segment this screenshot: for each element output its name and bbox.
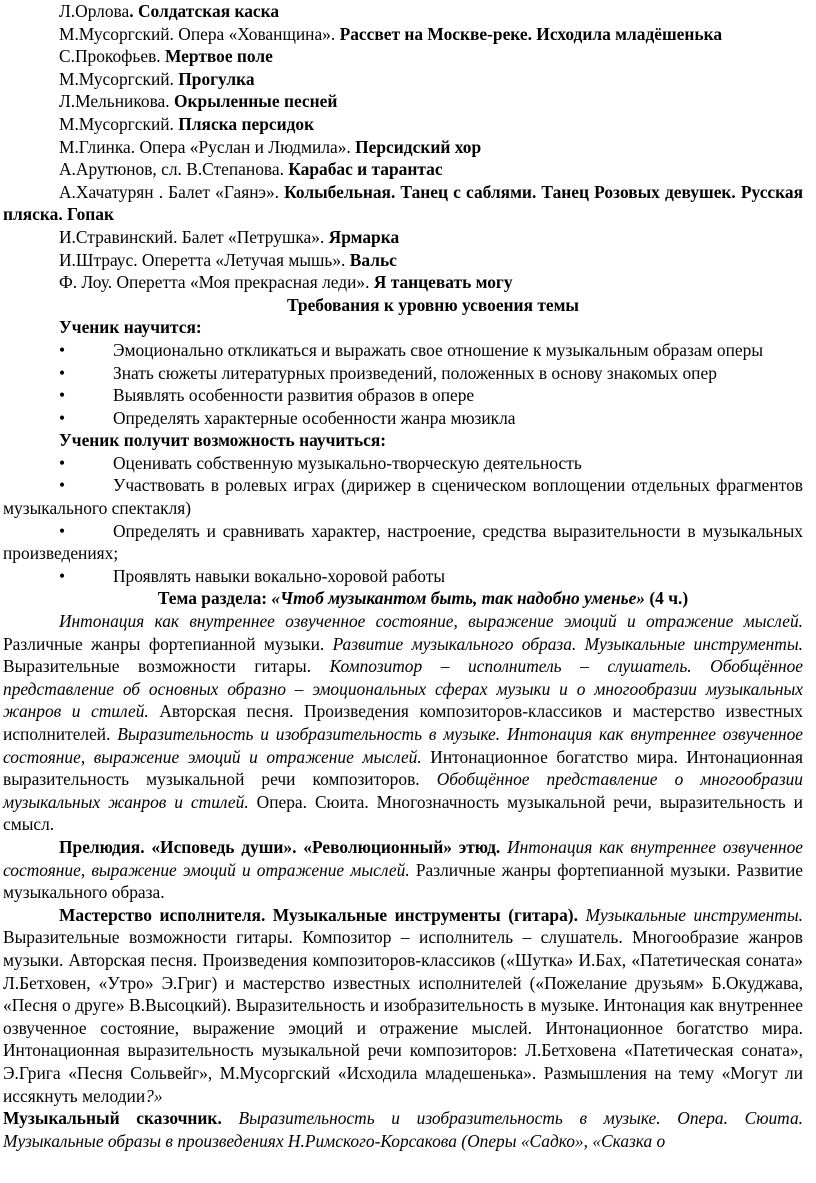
work-author: Ф. Лоу. Оперетта «Моя прекрасная леди». [59,272,374,293]
text-run: Композитор – исполнитель – слушатель. Обобщённое представление об основных образно – эмоциональных сферах музыки и о многообразии музыкальных жанров и стилей. [3,656,803,722]
text-run: Выразительные возможности гитары. Композитор – исполнитель – слушатель. Многообразие жанров музыки. Авторская песня. Произведения композиторов-классиков («Шутка» И.Бах, «Патетическая соната» Л.Бетховен, «Утро» Э.Григ) и мастерство известных исполнителей («Пожелание друзьям» Б.Окуджава, «Песня о друге» В.Высоцкий). Выразительность и изобразительность в музыке. Интонация как внутреннее озвученное состояние, выражение эмоций и отражение мыслей. Интонационное богатство мира. Интонационная выразительность музыкальной речи композиторов: Л.Бетховена «Патетическая соната», Э.Грига «Песня Сольвейг», М.Мусоргский «Исходила младешенька». Размышления на тему «Могут ли иссякнуть мелодии [3,927,803,1106]
text-run: Мастерство исполнителя. Музыкальные инструменты (гитара). [59,904,578,925]
work-author: А.Арутюнов, сл. В.Степанова. [59,159,289,180]
paragraph-4 [3,1107,803,1152]
work-title: Я танцевать могу [373,272,513,293]
list-item [3,474,803,519]
work-line [3,23,803,46]
text-run: Опера. Сюита. Многозначность музыкальной речи, выразительность и смысл. [3,791,803,835]
work-line [3,226,803,249]
work-title: Мертвое поле [164,46,273,67]
section-label: Тема раздела: [157,588,272,609]
bullet-icon: • [59,520,66,541]
work-title: . Солдатская каска [129,1,280,21]
paragraph-1 [3,610,803,836]
work-line [3,45,803,68]
work-author: С.Прокофьев. [59,46,165,67]
works-list [3,0,803,181]
list-item [3,407,803,430]
text-run: Выразительность и изобразительность в музыке. Опера. Сюита. Музыкальные образы в произведениях Н.Римского-Корсакова (Оперы «Садко», «Сказка о [3,1108,803,1151]
work-title: Пляска персидок [178,113,315,134]
section-heading [3,587,803,610]
work-author: А.Хачатурян . Балет «Гаянэ». [59,181,285,202]
work-line [3,158,803,181]
list-item-text: Определять и сравнивать характер, настроение, средства выразительности в музыкальных произведениях; [3,520,803,564]
text-run: Выразительность и изобразительность в музыке. Интонация как внутреннее озвученное состояние, выражение эмоций и отражение мыслей. [3,724,803,767]
requirements-heading: Требования к уровню усвоения темы [286,294,580,315]
work-title: Персидский хор [355,136,482,157]
text-run: Различные жанры фортепианной музыки. Развитие музыкального образа. [3,859,803,903]
work-title: Рассвет на Москве-реке. Исходила младёшенька [339,23,723,44]
bullet-icon: • [59,339,66,360]
bullet-icon: • [59,475,66,496]
opportunity-heading: Ученик получит возможность научиться: [59,430,387,451]
list-item [3,339,803,362]
work-author: Л.Орлова [59,1,130,21]
learns-heading: Ученик научится: [59,317,202,338]
work-line [3,113,803,136]
work-title: Ярмарка [328,226,400,247]
list-item [3,452,803,475]
text-run [222,1108,239,1128]
work-line [3,68,803,91]
work-title: Окрыленные песней [173,91,338,112]
bullet-icon: • [59,385,66,406]
paragraph-3 [3,904,803,1107]
work-author: Л.Мельникова. [59,91,174,112]
text-run: Выразительные возможности гитары. [3,656,330,677]
work-title: Карабас и тарантас [288,159,443,180]
text-run: Музыкальные инструменты. [585,904,803,925]
list-item-text: Проявлять навыки вокально-хоровой работы [113,565,446,586]
list-item-text: Определять характерные особенности жанра мюзикла [113,407,516,428]
works-list-2 [3,226,803,294]
list-item-text: Эмоционально откликаться и выражать свое отношение к музыкальным образам оперы [113,339,764,360]
bullet-icon: • [59,452,66,473]
section-hours: (4 ч.) [645,588,689,609]
learns-list [3,339,803,429]
list-item-text: Участвовать в ролевых играх (дирижер в сценическом воплощении отдельных фрагментов музыкального спектакля) [3,475,803,519]
work-title: Вальс [349,249,397,270]
text-run: Обобщённое представление о многообразии музыкальных жанров и стилей. [3,769,803,812]
list-item [3,362,803,385]
bullet-icon: • [59,407,66,428]
work-author: И.Стравинский. Балет «Петрушка». [59,226,329,247]
work-author: М.Мусоргский. [59,68,179,89]
text-run: Авторская песня. Произведения композиторов-классиков и мастерство известных исполнителей. [3,701,803,744]
work-line [3,249,803,272]
section-title: «Чтоб музыкантом быть, так надобно уменье» [271,588,646,609]
work-line [3,136,803,159]
bullet-icon: • [59,362,66,383]
list-item [3,520,803,565]
text-run: Музыкальный сказочник. [3,1108,222,1129]
work-author: М.Глинка. Опера «Руслан и Людмила». [59,136,356,157]
work-line [3,90,803,113]
text-run: Различные жанры фортепианной музыки. [3,633,333,654]
text-run: Интонация как внутреннее озвученное состояние, выражение эмоций и отражение мыслей. [59,611,803,632]
work-title: Прогулка [178,68,255,89]
text-run: ?» [145,1085,163,1106]
work-author: И.Штраус. Оперетта «Летучая мышь». [59,249,350,270]
text-run: Развитие музыкального образа. Музыкальные инструменты. [332,633,803,654]
text-run: Прелюдия. «Исповедь души». «Революционный» этюд. [59,836,501,857]
list-item-text: Знать сюжеты литературных произведений, положенных в основу знакомых опер [113,362,717,383]
text-run: Интонационное богатство мира. Интонационная выразительность музыкальной речи композиторов. [3,746,803,790]
work-line [3,0,803,23]
list-item [3,565,803,588]
text-run: Интонация как внутреннее озвученное состояние, выражение эмоций и отражение мыслей. [3,836,803,880]
list-item [3,384,803,407]
work-line [3,271,803,294]
list-item-text: Оценивать собственную музыкально-творческую деятельность [113,452,582,473]
paragraph-2 [3,836,803,904]
work-author: М.Мусоргский. [59,113,179,134]
work-title: Колыбельная. Танец с саблями. Танец Розовых девушек. Русская пляска. Гопак [3,181,803,225]
bullet-icon: • [59,565,66,586]
work-author: М.Мусоргский. Опера «Хованщина». [59,23,340,44]
work-gayane [3,181,803,226]
list-item-text: Выявлять особенности развития образов в опере [113,385,475,406]
opportunity-list [3,452,803,588]
